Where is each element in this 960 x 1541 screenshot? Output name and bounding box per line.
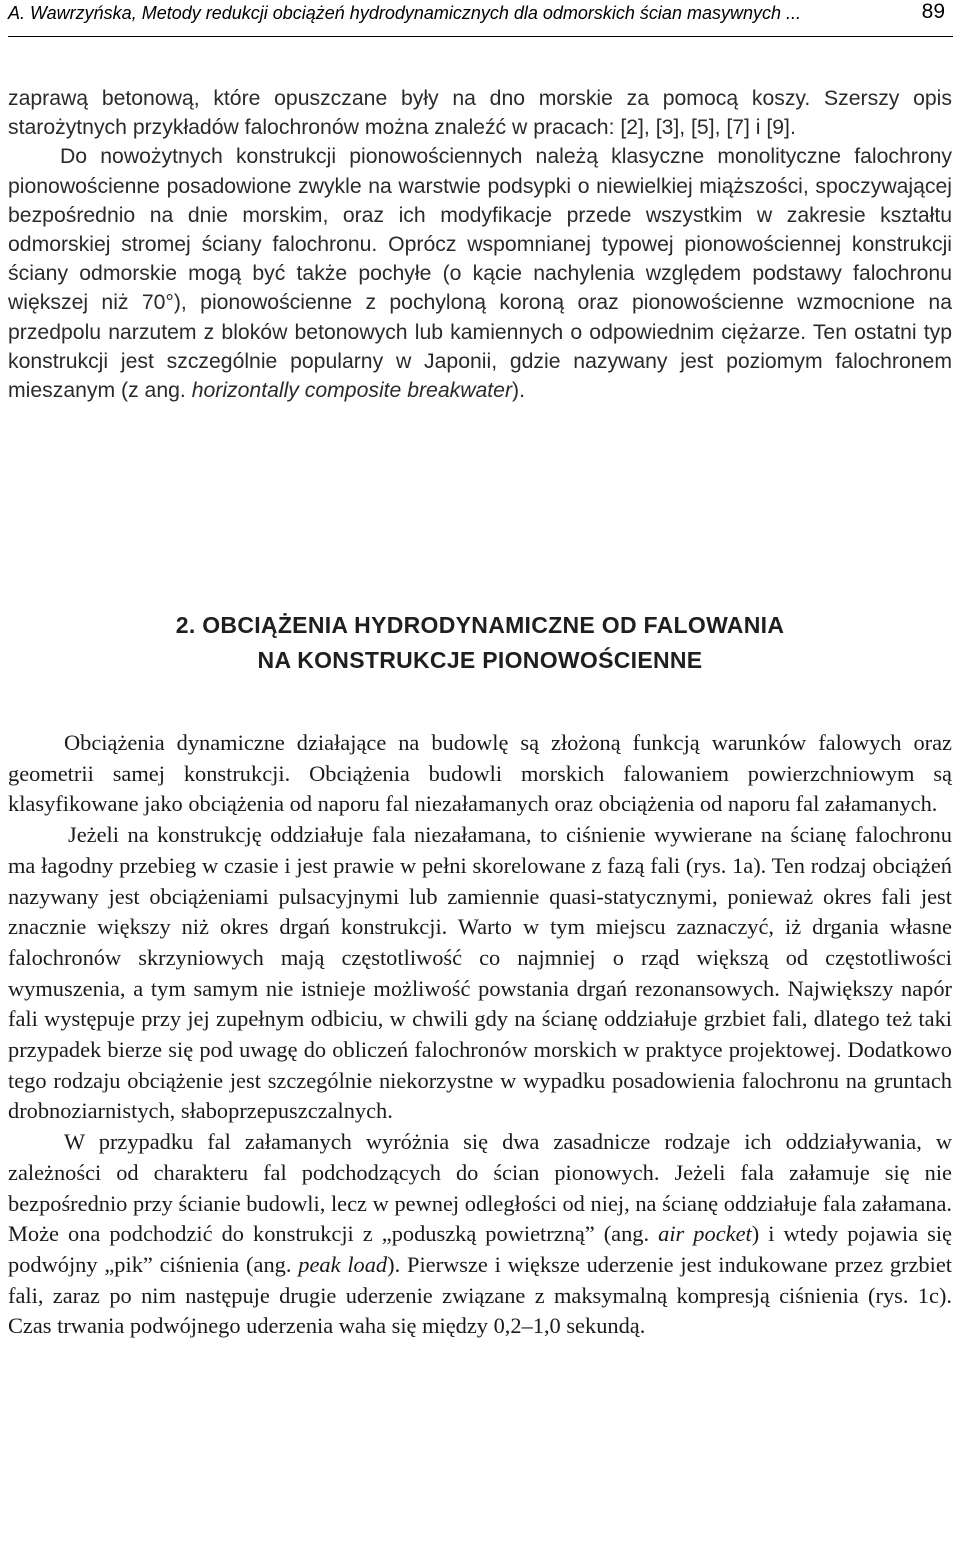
paragraph-text: ). [512,379,525,403]
section-heading [0,608,960,678]
paragraph [8,142,952,405]
english-term: peak load [298,1251,388,1277]
running-head-title: A. Wawrzyńska, Metody redukcji obciążeń hydrodynamicznych dla odmorskich ścian masywnych ... [8,3,801,23]
paragraph [8,1127,952,1342]
paragraph-text: ) i wtedy pojawia się podwójny „pik” ciśnienia (ang. [8,1221,952,1277]
paragraph-text: Do nowożytnych konstrukcji pionowościennych należą klasyczne monolityczne falochrony pionowościenne posadowione zwykle na warstwie podsypki o niewielkiej miąższości, spoczywającej bezpośrednio na dnie morskim, oraz ich modyfikacje przede wszystkim w zakresie kształtu odmorskiej stromej ściany falochronu. Oprócz wspomnianej typowej pionowościennej konstrukcji ściany odmorskie mogą być także pochyłe (o kącie nachylenia względem podstawy falochronu większej niż 70°), pionowościenne z pochyloną koroną oraz pionowościenne wzmocnione na przedpolu narzutem z bloków betonowych lub kamiennych o odpowiednim ciężarze. Ten ostatni typ konstrukcji jest szczególnie popularny w Japonii, gdzie nazywany jest poziomym falochronem mieszanym (z ang. [8,145,952,403]
section-heading-line: NA KONSTRUKCJE PIONOWOŚCIENNE [257,647,703,673]
section-heading-line: 2. OBCIĄŻENIA HYDRODYNAMICZNE OD FALOWANIA [175,612,785,638]
page-number: 89 [921,0,945,23]
english-term: horizontally composite breakwater [191,379,513,403]
paragraph: zaprawą betonową, które opuszczane były na dno morskie za pomocą koszy. Szerszy opis starożytnych przykładów falochronów można znaleźć w pracach: [2], [3], [5], [7] i [9]. [8,87,952,140]
section-intro [8,84,952,405]
paragraph: Obciążenia dynamiczne działające na budowlę są złożoną funkcją warunków falowych oraz geometrii samej konstrukcji. Obciążenia budowli morskich falowaniem powierzchniowym są klasyfikowane jako obciążenia od naporu fal niezałamanych oraz obciążenia od naporu fal załamanych. [8,730,952,817]
english-term: air pocket [658,1221,752,1247]
running-head [8,0,953,37]
paragraph-text: W przypadku fal załamanych wyróżnia się dwa zasadnicze rodzaje ich oddziaływania, w zależności od charakteru fal podchodzących do ścian pionowych. Jeżeli fala załamuje się nie bezpośrednio przy ścianie budowli, lecz w pewnej odległości od niej, na ścianę oddziałuje fala załamana. Może ona podchodzić do konstrukcji z „poduszką powietrzną” (ang. [8,1129,952,1247]
paragraph-text: ). Pierwsze i większe uderzenie jest indukowane przez grzbiet fali, zaraz po nim następuje drugie uderzenie związane z maksymalną kompresją ciśnienia (rys. 1c). Czas trwania podwójnego uderzenia waha się między 0,2–1,0 sekundą. [8,1251,952,1339]
paragraph: Jeżeli na konstrukcję oddziałuje fala niezałamana, to ciśnienie wywierane na ścianę falochronu ma łagodny przebieg w czasie i jest prawie w pełni skorelowane z fazą fali (rys. 1a). Ten rodzaj obciążeń nazywany jest obciążeniami pulsacyjnymi lub zamiennie quasi-statycznymi, ponieważ okres fali jest znacznie większy niż okres drgań konstrukcji. Warto w tym miejscu zaznaczyć, iż drgania własne falochronów skrzyniowych mają częstotliwość co najmniej o rząd większą od częstotliwości wymuszenia, a tym samym nie istnieje możliwość powstania drgań rezonansowych. Największy napór fali występuje przy jej zupełnym odbiciu, w chwili gdy na ścianę oddziałuje grzbiet fali, dlatego też taki przypadek bierze się pod uwagę do obliczeń falochronów morskich w praktyce projektowej. Dodatkowo tego rodzaju obciążenie jest szczególnie niekorzystne w wypadku posadowienia falochronu na gruntach drobnoziarnistych, słaboprzepuszczalnych. [8,822,952,1124]
section-body [8,728,952,1342]
